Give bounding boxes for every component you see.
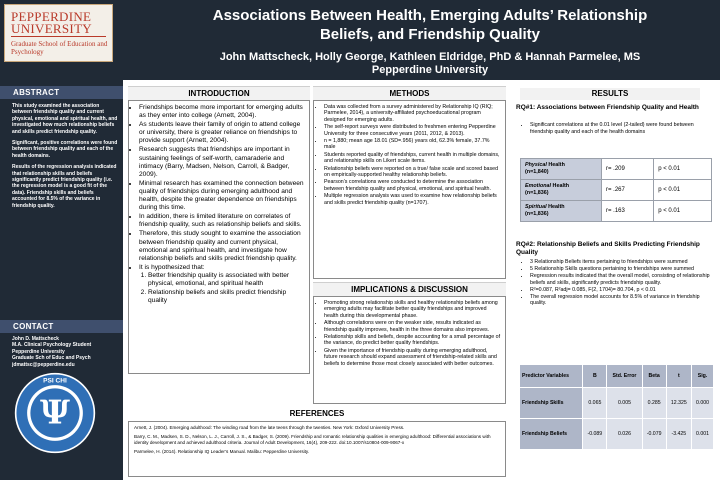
contact-email: jdmattsc@pepperdine.edu <box>12 361 75 368</box>
implications-list <box>314 297 505 370</box>
rq1-bullet: • Significant correlations at the 0.01 level (2-tailed) were found between friendship quality and each of the health domains <box>530 122 716 135</box>
rq2-bullet: • 5 Relationship Skills questions pertaining to friendships were summed <box>530 266 716 273</box>
contact-line: M.A. Clinical Psychology Student <box>12 342 92 349</box>
health-domain: Emotional <box>525 183 552 190</box>
implications-bullet: • Promoting strong relationship skills and healthy relationship beliefs among emerging adults may facilitate better quality friendships and improved health during this developmental phase. <box>324 300 501 319</box>
table-cell: 12.325 <box>666 388 691 419</box>
table-row <box>521 180 712 201</box>
sample-size: (n=1,840) <box>525 169 549 175</box>
table-row <box>520 388 714 419</box>
r-value: r= .209 <box>602 159 654 180</box>
logo-name-line1: PEPPERDINE <box>11 9 92 24</box>
hypothesis-item: 1. Better friendship quality is associated with better physical, emotional, and spiritual health <box>148 272 305 288</box>
implications-box <box>313 296 506 404</box>
predictor-name: Friendship Skills <box>520 388 583 419</box>
rq1-title: RQ#1: Associations between Friendship Quality and Health <box>516 104 699 111</box>
abstract-heading: ABSTRACT <box>0 86 123 99</box>
column-header: Sig. <box>692 365 714 388</box>
column-header: Beta <box>642 365 666 388</box>
rq2-title: RQ#2: Relationship Beliefs and Skills Predicting Friendship Quality <box>516 241 700 256</box>
reference-item: Arnett, J. (2004). Emerging adulthood: The winding road from the late teens through the twenties. New York: Oxford University Press. <box>134 425 405 430</box>
intro-bullet: • Minimal research has examined the connection between quality of friendships during emerging adulthood and health, despite the greater dependence on friendships during this time. <box>139 180 305 212</box>
results-heading: RESULTS <box>520 88 700 100</box>
introduction-list <box>129 101 309 308</box>
p-value: p < 0.01 <box>654 201 712 222</box>
health-domain-cell <box>521 159 602 180</box>
references-heading: REFERENCES <box>128 407 506 420</box>
reference-item: Barry, C. M., Madsen, S. D., Nelson, L. J., Carroll, J. S., & Badger, S. (2009). Friendship and romantic relationship qualities in emerging adulthood: Differential associations with identity development and achieved adulthood criteria. Journal of Adult Development, 16(4), 209-222. doi:10.1007/s10804-009-9067-x <box>134 434 491 445</box>
psi-chi-seal <box>14 372 96 454</box>
intro-bullet: • Therefore, this study sought to examine the association between friendship quality and current physical, emotional and spiritual health, and investigate how relationship beliefs and skills predict friendship quality. <box>139 230 305 262</box>
intro-bullet <box>139 264 305 305</box>
methods-box <box>313 100 506 279</box>
intro-bullet: • Friendships become more important for emerging adults as they enter into college (Arnett, 2004). <box>139 104 305 120</box>
methods-bullet: • Students reported quality of friendships, current health in multiple domains, and relationship skills on Likert scale items. <box>324 152 501 165</box>
table-cell: -3.425 <box>666 419 691 450</box>
intro-bullet: • Research suggests that friendships are important in sustaining feelings of self-worth, camaraderie and intimacy (Barry, Madsen, Nelson, Carroll, & Badger, 2009). <box>139 146 305 178</box>
hypothesis-list <box>139 272 305 305</box>
title-line2: Beliefs, and Friendship Quality <box>319 26 541 43</box>
methods-bullet: • Pearson’s correlations were conducted to determine the association between friendship quality and physical, emotional, and spiritual health. <box>324 179 501 192</box>
health-label: Health <box>551 183 570 190</box>
health-label: Health <box>546 204 565 211</box>
institution: Pepperdine University <box>371 64 489 76</box>
intro-bullet: • In addition, there is limited literature on correlates of friendship quality, such as relationship beliefs and skills. <box>139 213 305 229</box>
author-block <box>150 51 710 77</box>
column-header: t <box>666 365 691 388</box>
r-value: r= .163 <box>602 201 654 222</box>
hypothesis-lead: It is hypothesized that: <box>139 263 205 271</box>
table-cell: 0.285 <box>642 388 666 419</box>
methods-bullet: • Data was collected from a survey administered by Relationship IQ (RIQ; Parmelee, 2014), a university-affiliated psychoeducational program designed for emerging adults. <box>324 104 501 123</box>
intro-bullet: • As students leave their family of origin to attend college or university, there is greater reliance on friendships to provide support (Arnett, 2004). <box>139 121 305 145</box>
predictor-name: Friendship Beliefs <box>520 419 583 450</box>
health-domain: Spiritual <box>525 204 547 211</box>
implications-bullet: • Given the importance of friendship quality during emerging adulthood, future research should expand assessment of friendship-related skills and beliefs to determine those most closely associated with better outcomes. <box>324 348 501 367</box>
contact-line: Graduate Sch of Educ and Psych <box>12 355 91 362</box>
regression-table <box>519 364 714 450</box>
methods-bullet: • n = 1,880; mean age 18.01 (SD=.956) years old, 62.3% female, 37.7% male <box>324 138 501 151</box>
poster-title <box>150 6 710 44</box>
logo-name <box>11 11 92 35</box>
implications-bullet: • Although correlations were on the weaker side, results indicated as friendship quality improves, health in the three domains also improves. <box>324 320 501 333</box>
contact-line: John D. Mattscheck <box>12 336 59 342</box>
rq2-list <box>520 259 716 307</box>
methods-bullet: • Relationship beliefs were reported on a true/ false scale and scored based on empirically-supported healthy relationship beliefs. <box>324 166 501 179</box>
rq2-bullet: • The overall regression model accounts for 8.5% of variance in friendship quality. <box>530 294 716 307</box>
abstract-paragraph: Results of the regression analysis indicated that relationship skills and beliefs significantly predict friendship quality (i.e. the regression model is a good fit of the data). Friendship skills and beliefs accounted for 8.5% of the variance in friendship quality. <box>12 164 117 209</box>
sample-size: (n=1,836) <box>525 190 549 196</box>
correlation-table <box>520 158 712 222</box>
table-cell: 0.065 <box>583 388 607 419</box>
table-cell: 0.005 <box>607 388 642 419</box>
table-header-row <box>520 365 714 388</box>
table-row <box>521 201 712 222</box>
methods-bullet: • Multiple regression analysis was used to examine how relationship beliefs and skills predict friendship quality (n=1707). <box>324 193 501 206</box>
header-bar <box>0 0 720 80</box>
hypothesis-item: 2. Relationship beliefs and skills predict friendship quality <box>148 289 305 305</box>
table-cell: -0.089 <box>583 419 607 450</box>
implications-heading: IMPLICATIONS & DISCUSSION <box>313 282 506 297</box>
references-box <box>128 421 506 477</box>
methods-bullet: • The self-report surveys were distributed to freshmen entering Pepperdine University for three consecutive years (2011, 2012, & 2013). <box>324 124 501 137</box>
abstract-paragraph: Significant, positive correlations were found between friendship quality and each of the health domains. <box>12 140 118 159</box>
table-row <box>521 159 712 180</box>
abstract-body <box>12 103 118 214</box>
column-header: Predictor Variables <box>520 365 583 388</box>
contact-line: Pepperdine University <box>12 348 65 355</box>
abstract-paragraph: This study examined the association between friendship quality and current physical, emotional and spiritual health, and investigated how much relationship beliefs and skills predict friendship quality. <box>12 103 118 135</box>
p-value: p < 0.01 <box>654 159 712 180</box>
seal-text: PSI CHI <box>43 377 67 385</box>
reference-item: Parmelee, H. (2014). Relationship IQ Leader’s Manual. Malibu: Pepperdine University. <box>134 449 310 454</box>
methods-heading: METHODS <box>313 86 506 101</box>
logo-divider <box>11 36 106 37</box>
rq2-bullet: • 3 Relationship Beliefs items pertaining to friendships were summed <box>530 259 716 266</box>
university-logo <box>4 4 113 62</box>
authors: John Mattscheck, Holly George, Kathleen Eldridge, PhD & Hannah Parmelee, MS <box>219 51 641 63</box>
implications-bullet: • Relationship skills and beliefs, despite accounting for a small percentage of the variance, do predict better quality friendships. <box>324 334 501 347</box>
health-label: Health <box>546 162 565 169</box>
contact-body <box>12 336 118 368</box>
sample-size: (n=1,836) <box>525 211 549 217</box>
health-domain: Physical <box>525 162 547 169</box>
p-value: p < 0.01 <box>654 180 712 201</box>
health-domain-cell <box>521 180 602 201</box>
introduction-box <box>128 100 310 374</box>
table-cell: 0.001 <box>692 419 714 450</box>
table-cell: 0.026 <box>607 419 642 450</box>
column-header: Std. Error <box>607 365 642 388</box>
table-cell: 0.000 <box>692 388 714 419</box>
title-line1: Associations Between Health, Emerging Adults’ Relationship <box>212 7 648 24</box>
contact-heading: CONTACT <box>0 320 123 333</box>
introduction-heading: INTRODUCTION <box>128 86 310 101</box>
logo-subtitle: Graduate School of Education and Psychology <box>11 40 108 56</box>
health-domain-cell <box>521 201 602 222</box>
table-row <box>520 419 714 450</box>
column-header: B <box>583 365 607 388</box>
psi-glyph-icon: Ψ <box>40 392 70 432</box>
table-cell: -0.079 <box>642 419 666 450</box>
logo-name-line2: UNIVERSITY <box>11 21 92 36</box>
r-value: r= .267 <box>602 180 654 201</box>
rq2-bullet: • Regression results indicated that the overall model, consisting of relationship beliefs and skills, significantly predicts friendship quality. <box>530 273 716 286</box>
rq1-list <box>520 122 716 136</box>
rq2-bullet: • R²=0.087, R²adj= 0.085, F(2, 1704)= 80.704, p < 0.01 <box>530 287 716 294</box>
methods-list <box>314 101 505 209</box>
